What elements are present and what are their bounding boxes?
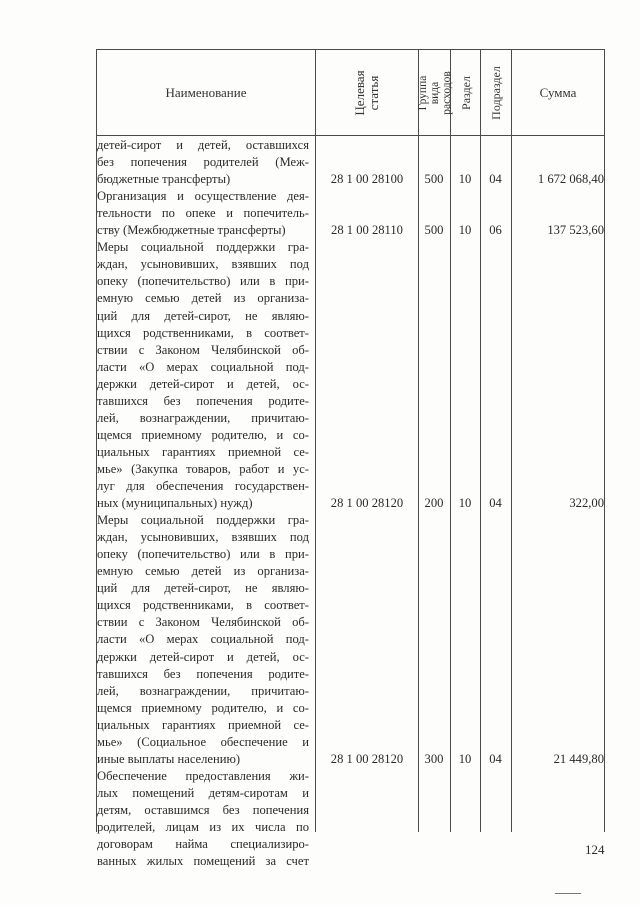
row-section: 10 (458, 172, 472, 187)
header-target-article (316, 50, 418, 135)
name-line: емную семью детей из организа- (97, 564, 309, 579)
page-number: 124 (585, 842, 605, 857)
header-sum: Сумма (539, 84, 577, 100)
name-line: лей, вознаграждении, причитаю- (97, 683, 309, 698)
name-line: Меры социальной поддержки гра- (97, 513, 309, 528)
name-line: держки детей-сирот и детей, ос- (97, 376, 309, 391)
header-subsection (481, 50, 511, 135)
header-expense-group-label: Группа вида расходов (416, 70, 453, 115)
name-line: луг для обеспечения государствен- (97, 479, 309, 493)
name-line: держки детей-сирот и детей, ос- (97, 649, 309, 664)
name-line: ласти «О мерах социальной под- (97, 359, 309, 374)
name-line: ству (Межбюджетные трансферты) (97, 223, 286, 238)
row-section: 10 (458, 751, 472, 766)
name-line: тавшихся без попечения родите- (97, 393, 309, 408)
row-expense-group: 500 (424, 223, 444, 238)
name-line: ждан, усыновивших, взявших под (97, 257, 309, 272)
name-line: бюджетные трансферты) (97, 172, 231, 187)
row-sum: 1 672 068,40 (537, 172, 604, 187)
column-divider-name (315, 49, 316, 832)
name-line: ных (муниципальных) нужд) (97, 496, 253, 511)
name-line: опеку (попечительство) или в при- (97, 547, 309, 562)
row-subsection: 04 (489, 496, 502, 511)
name-line: щемся приемному родителю, и со- (97, 427, 309, 442)
column-divider-section (480, 49, 481, 832)
name-line: щихся родственниками, в соответ- (97, 598, 309, 613)
name-line: Обеспечение предоставления жи- (97, 768, 309, 783)
row-target-article: 28 1 00 28100 (330, 172, 404, 187)
name-line: Организация и осуществление дея- (97, 189, 309, 204)
row-sum: 137 523,60 (547, 223, 604, 238)
row-target-article: 28 1 00 28120 (330, 751, 404, 766)
row-section: 10 (458, 496, 472, 511)
name-line: ций для детей-сирот, не являю- (97, 308, 309, 323)
name-line: без попечения родителей (Меж- (97, 155, 309, 170)
name-line: ласти «О мерах социальной под- (97, 632, 309, 647)
row-expense-group: 500 (424, 172, 444, 187)
row-section: 10 (458, 223, 472, 238)
name-line: щихся родственниками, в соответ- (97, 325, 309, 340)
name-line: детей-сирот и детей, оставшихся (97, 138, 309, 152)
name-line: циальных гарантиях приемной се- (97, 444, 309, 459)
row-sum: 21 449,80 (553, 751, 604, 766)
row-target-article: 28 1 00 28120 (330, 496, 404, 511)
name-line: ждан, усыновивших, взявших под (97, 530, 309, 545)
name-line: лей, вознаграждении, причитаю- (97, 410, 309, 425)
name-line: Меры социальной поддержки гра- (97, 240, 309, 255)
name-line: тельности по опеке и попечитель- (97, 206, 309, 221)
header-subsection-label: Подраздел (489, 65, 504, 120)
name-line: циальных гарантиях приемной се- (97, 717, 309, 732)
name-line: иные выплаты населению) (97, 751, 241, 766)
table-right-border (604, 49, 605, 832)
row-subsection: 04 (489, 172, 502, 187)
row-target-article: 28 1 00 28110 (331, 223, 403, 238)
name-line: ствии с Законом Челябинской об- (97, 615, 309, 630)
row-subsection: 06 (489, 223, 502, 238)
header-target-article-label: Целевая статья (352, 69, 381, 116)
name-line: ствии с Законом Челябинской об- (97, 342, 309, 357)
name-line: мье» (Закупка товаров, работ и ус- (97, 461, 309, 476)
header-section-label: Раздел (458, 75, 473, 110)
name-line: детям, оставшимся без попечения (97, 802, 309, 817)
name-line: емную семью детей из организа- (97, 291, 309, 306)
column-divider-group (450, 49, 451, 832)
row-sum: 322,00 (569, 496, 604, 511)
name-line: опеку (попечительство) или в при- (97, 274, 309, 289)
row-subsection: 04 (489, 751, 502, 766)
header-name: Наименование (165, 84, 247, 100)
header-section (451, 50, 480, 135)
column-divider-subsection (511, 49, 512, 832)
name-line: договорам найма специализиро- (97, 837, 309, 852)
scan-mark (555, 893, 581, 894)
name-line: ций для детей-сирот, не являю- (97, 581, 309, 596)
name-line: ванных жилых помещений за счет (97, 854, 309, 869)
name-line: щемся приемному родителю, и со- (97, 700, 309, 715)
row-expense-group: 300 (424, 751, 444, 766)
name-line: лых помещений детям-сиротам и (97, 785, 309, 800)
row-expense-group: 200 (424, 496, 444, 511)
header-expense-group (416, 50, 453, 135)
name-line: тавшихся без попечения родите- (97, 666, 309, 681)
column-divider-code (418, 49, 419, 832)
name-line: мье» (Социальное обеспечение и (97, 734, 309, 749)
name-line: родителей, лицам из их числа по (97, 820, 309, 834)
